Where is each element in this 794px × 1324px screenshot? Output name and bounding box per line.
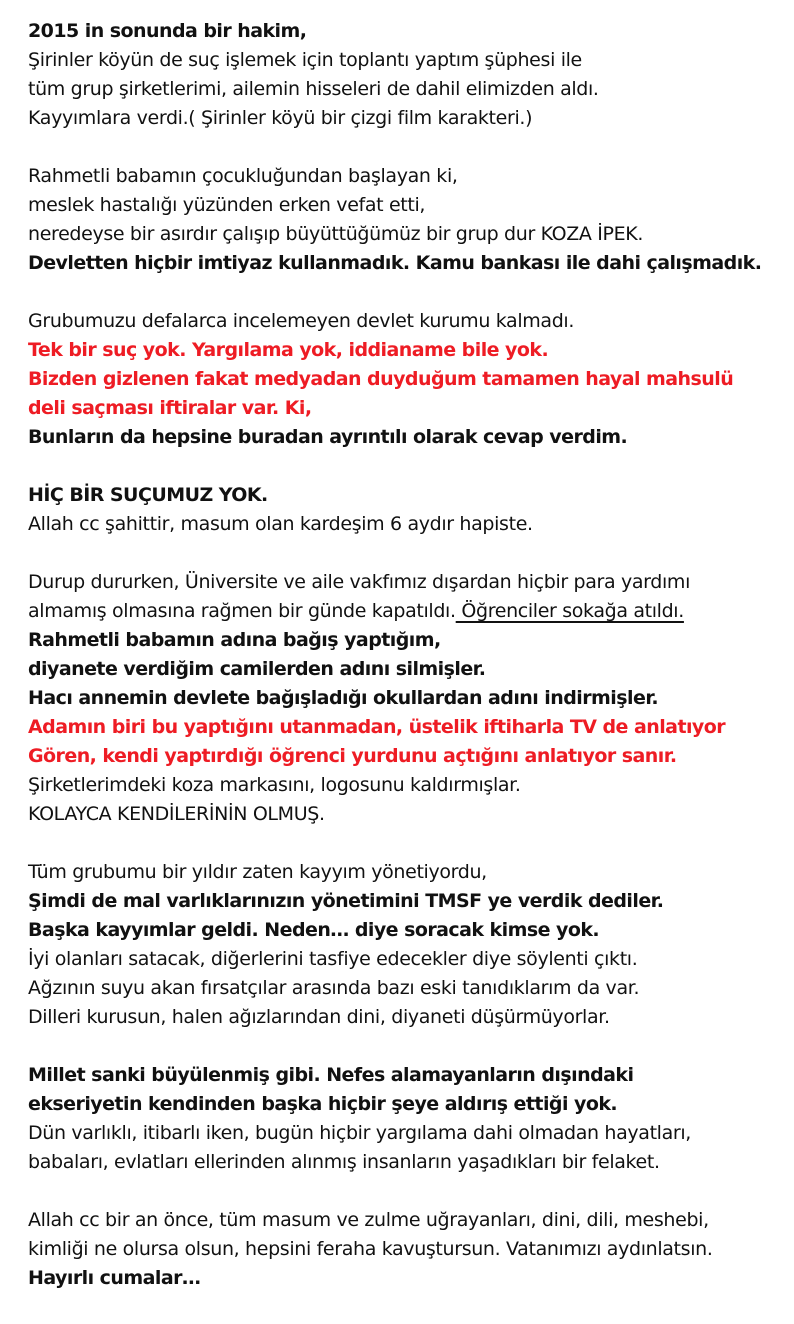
text-line: [28, 46, 788, 75]
paragraph: [28, 858, 788, 1032]
text-line: [28, 916, 788, 945]
text-line: [28, 162, 788, 191]
text-line: [28, 191, 788, 220]
text-line: [28, 1119, 788, 1148]
line-text: meslek hastalığı yüzünden erken vefat etti,: [28, 194, 426, 216]
paragraph: [28, 568, 788, 829]
text-line: [28, 1061, 788, 1090]
text-line: [28, 249, 788, 278]
line-text: Bizden gizlenen fakat medyadan duyduğum tamamen hayal mahsulü: [28, 368, 734, 390]
line-text: kimliği ne olursa olsun, hepsini feraha kavuştursun. Vatanımızı aydınlatsın.: [28, 1238, 713, 1260]
text-line: [28, 1264, 788, 1293]
text-line: [28, 1148, 788, 1177]
line-text: Rahmetli babamın çocukluğundan başlayan ki,: [28, 165, 458, 187]
line-text: KOLAYCA KENDİLERİNİN OLMUŞ.: [28, 803, 325, 825]
line-text: Adamın biri bu yaptığını utanmadan, üstelik iftiharla TV de anlatıyor: [28, 716, 726, 738]
paragraph: [28, 481, 788, 539]
line-text: Tüm grubumu bir yıldır zaten kayyım yönetiyordu,: [28, 861, 487, 883]
text-line: [28, 307, 788, 336]
line-text: neredeyse bir asırdır çalışıp büyüttüğümüz bir grup dur KOZA İPEK.: [28, 223, 644, 245]
highlighted-text-line: [28, 394, 788, 423]
line-text: Ağzının suyu akan fırsatçılar arasında bazı eski tanıdıklarım da var.: [28, 977, 640, 999]
line-text: Başka kayyımlar geldi. Neden… diye soracak kimse yok.: [28, 919, 600, 941]
line-text: Millet sanki büyülenmiş gibi. Nefes alamayanların dışındaki: [28, 1064, 634, 1086]
line-text: babaları, evlatları ellerinden alınmış insanların yaşadıkları bir felaket.: [28, 1151, 660, 1173]
line-text: Allah cc bir an önce, tüm masum ve zulme uğrayanları, dini, dili, meshebi,: [28, 1209, 709, 1231]
line-text: Rahmetli babamın adına bağış yaptığım,: [28, 629, 441, 651]
line-text: Hayırlı cumalar…: [28, 1267, 201, 1289]
line-text: Devletten hiçbir imtiyaz kullanmadık. Kamu bankası ile dahi çalışmadık.: [28, 252, 762, 274]
line-text: HİÇ BİR SUÇUMUZ YOK.: [28, 484, 268, 506]
text-line: [28, 597, 788, 626]
line-text: diyanete verdiğim camilerden adını silmişler.: [28, 658, 486, 680]
line-text: Bunların da hepsine buradan ayrıntılı olarak cevap verdim.: [28, 426, 628, 448]
line-text: almamış olmasına rağmen bir günde kapatıldı.: [28, 600, 456, 622]
text-line: [28, 17, 788, 46]
line-text: Grubumuzu defalarca incelemeyen devlet kurumu kalmadı.: [28, 310, 575, 332]
line-text: Kayyımlara verdi.( Şirinler köyü bir çizgi film karakteri.): [28, 107, 533, 129]
text-line: [28, 220, 788, 249]
paragraph: [28, 1061, 788, 1177]
line-text: Gören, kendi yaptırdığı öğrenci yurdunu açtığını anlatıyor sanır.: [28, 745, 677, 767]
text-line: [28, 655, 788, 684]
text-line: [28, 800, 788, 829]
line-text: Şirketlerimdeki koza markasını, logosunu kaldırmışlar.: [28, 774, 521, 796]
text-line: [28, 510, 788, 539]
paragraph: [28, 307, 788, 452]
line-text: İyi olanları satacak, diğerlerini tasfiye edecekler diye söylenti çıktı.: [28, 948, 638, 970]
text-line: [28, 1003, 788, 1032]
text-line: [28, 684, 788, 713]
line-text: tüm grup şirketlerimi, ailemin hisseleri de dahil elimizden aldı.: [28, 78, 599, 100]
text-line: [28, 568, 788, 597]
line-text: Dilleri kurusun, halen ağızlarından dini, diyaneti düşürmüyorlar.: [28, 1006, 610, 1028]
text-line: [28, 104, 788, 133]
text-line: [28, 626, 788, 655]
line-text: Dün varlıklı, itibarlı iken, bugün hiçbir yargılama dahi olmadan hayatları,: [28, 1122, 691, 1144]
paragraph: [28, 162, 788, 278]
line-text: Şimdi de mal varlıklarınızın yönetimini TMSF ye verdik dediler.: [28, 890, 664, 912]
text-line: [28, 974, 788, 1003]
line-text: Allah cc şahittir, masum olan kardeşim 6 aydır hapiste.: [28, 513, 533, 535]
line-text: Hacı annemin devlete bağışladığı okullardan adını indirmişler.: [28, 687, 659, 709]
text-line: [28, 945, 788, 974]
text-line: [28, 481, 788, 510]
line-text: Şirinler köyün de suç işlemek için toplantı yaptım şüphesi ile: [28, 49, 582, 71]
text-line: [28, 771, 788, 800]
text-line: [28, 858, 788, 887]
line-text: Tek bir suç yok. Yargılama yok, iddianame bile yok.: [28, 339, 549, 361]
text-line: [28, 1206, 788, 1235]
line-text: deli saçması iftiralar var. Ki,: [28, 397, 312, 419]
text-line: [28, 1090, 788, 1119]
line-text: Durup dururken, Üniversite ve aile vakfımız dışardan hiçbir para yardımı: [28, 571, 691, 593]
text-line: [28, 75, 788, 104]
highlighted-text-line: [28, 742, 788, 771]
document-body: [28, 17, 788, 1322]
text-line: [28, 423, 788, 452]
underlined-text: Öğrenciler sokağa atıldı.: [455, 600, 684, 622]
text-line: [28, 887, 788, 916]
highlighted-text-line: [28, 713, 788, 742]
paragraph: [28, 1206, 788, 1293]
text-line: [28, 1235, 788, 1264]
line-text: ekseriyetin kendinden başka hiçbir şeye aldırış ettiği yok.: [28, 1093, 618, 1115]
highlighted-text-line: [28, 365, 788, 394]
highlighted-text-line: [28, 336, 788, 365]
line-text: 2015 in sonunda bir hakim,: [28, 20, 307, 42]
paragraph: [28, 17, 788, 133]
